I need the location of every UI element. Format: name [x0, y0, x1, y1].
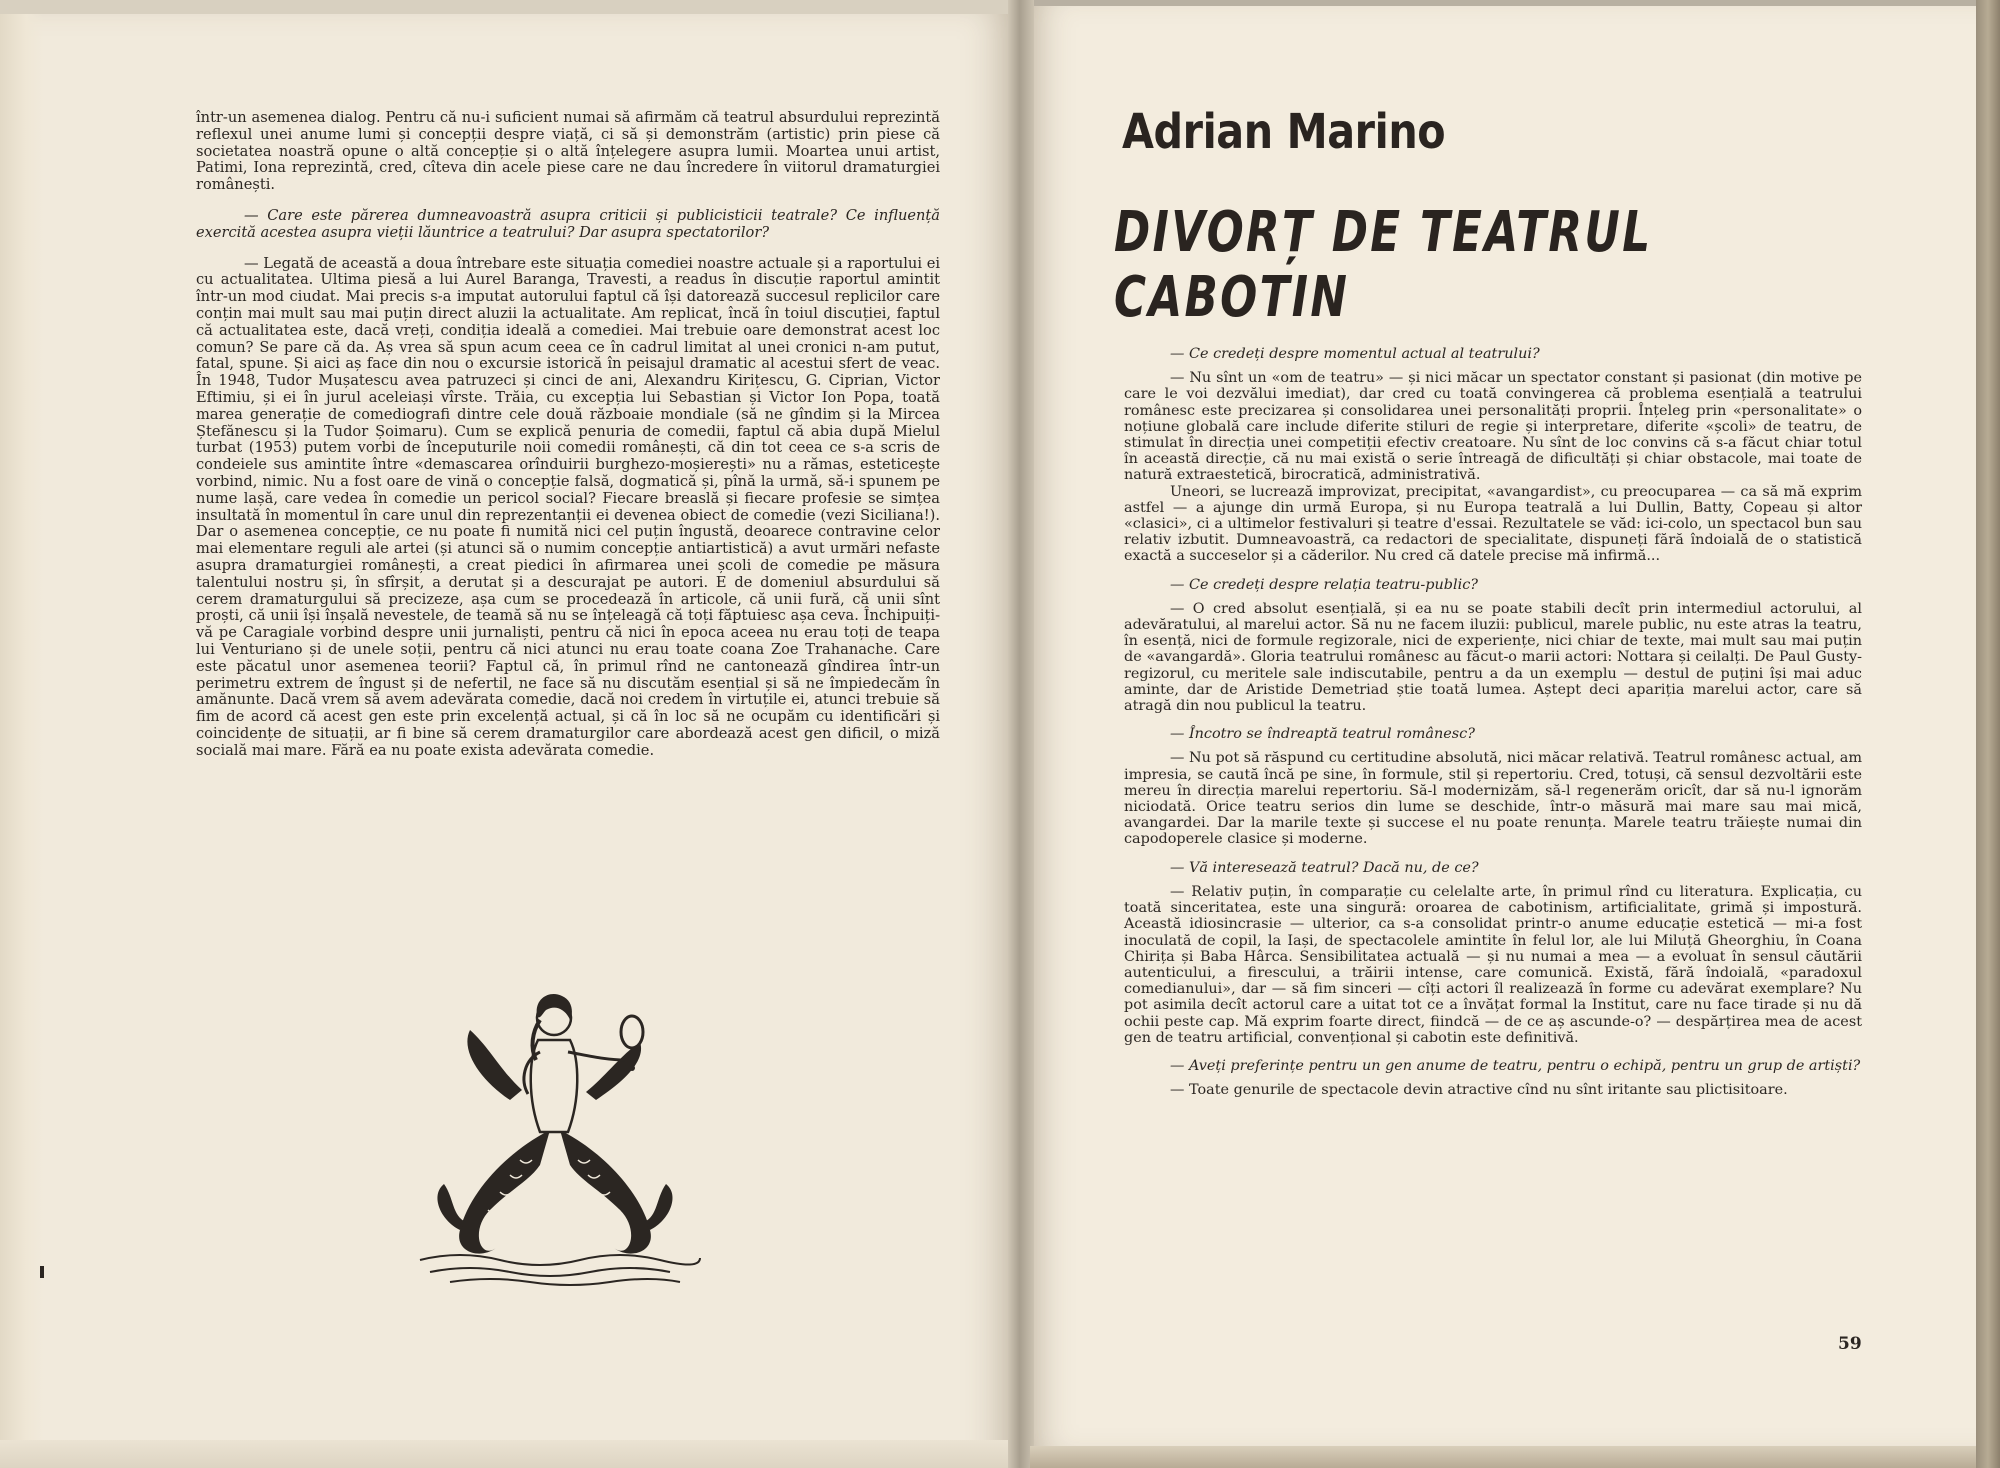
- mermaid-ornament-icon: [400, 960, 710, 1290]
- page-top-edge: [0, 0, 1012, 14]
- right-page-edge: [1976, 0, 2000, 1468]
- right-question-1: — Ce credeți despre momentul actual al teatrului?: [1170, 346, 1540, 362]
- right-question-4: — Vă interesează teatrul? Dacă nu, de ce?: [1170, 859, 1479, 876]
- left-question-1: — Care este părerea dumneavoastră asupra criticii și publicisticii teatrale? Ce influență exercită acestea asupra vieții lăuntrice a teatrului? Dar asupra spectatorilor?: [196, 206, 940, 241]
- right-paragraph-4: — Nu pot să răspund cu certitudine absolută, nici măcar relativă. Teatrul românesc actual, am impresia, se caută încă pe sine, în formule, stil și repertoriu. Cred, totuși, că sensul dezvoltării este mereu în direcția marelui repertoriu. Să-l modernizăm, să-l regenerăm oricît, dar să nu-l ignorăm niciodată. Orice teatru serios din lume se deschide, într-o măsură mai mare sau mai mică, avangardei. Dar la marile texte și succese el nu poate renunța. Marele teatru trăiește numai din capodoperele clasice și moderne.: [1124, 750, 1862, 848]
- left-paragraph-2: — Legată de această a doua întrebare este situația comediei noastre actuale și a raportului ei cu actualitatea. Ultima piesă a lui Aurel Baranga, Travesti, a readus în discuție raportul amintit într-un mod ciudat. Mai precis s-a imputat autorului faptul că își datorează succesul replicilor care conțin mai mult sau mai puțin direct aluzii la actualitate. Am replicat, încă în toiul discuției, faptul că actualitatea este, dacă vreți, condiția ideală a comediei. Mai trebuie oare demonstrat acest loc comun? Se pare că da. Aș vrea să spun acum ceea ce în cadrul limitat al unei cronici n-am putut, fatal, spune. Și aici aș face din nou o excursie istorică în peisajul dramatic al acestui sfert de veac. În 1948, Tudor Mușatescu avea patruzeci și cinci de ani, Alexandru Kirițescu, G. Ciprian, Victor Eftimiu, și ei în jurul aceleiași vîrste. Trăia, cu excepția lui Sebastian și Victor Ion Popa, toată marea generație de comediografi dintre cele două războaie mondiale (să ne gîndim și la Mircea Ștefănescu și la Tudor Șoimaru). Cum se explică penuria de comedii, faptul că abia după Mielul turbat (1953) putem vorbi de începuturile noii comedii românești, că din tot ceea ce s-a scris de condeiele sus amintite între «demascarea orînduirii burghezo-moșierești» nu a rămas, esteticește vorbind, nimic. Nu a fost oare de vină o concepție falsă, dogmatică și, pînă la urmă, să-i spunem pe nume lașă, care vedea în comedie un pericol social? Fiecare breaslă și fiecare profesie se simțea insultată în momentul în care unul din reprezentanții ei devenea obiect de comedie (vezi Siciliana!). Dar o asemenea concepție, ce nu poate fi numită nici cel puțin îngustă, deoarece contravine celor mai elementare reguli ale artei (și atunci să o numim concepție antiartistică) a avut urmări nefaste asupra dramaturgiei românești, a creat piedici în afirmarea unei școli de comedie pe măsura talentului nostru și, în sfîrșit, a derutat și a descurajat pe autori. E de domeniul absurdului să cerem dramaturgului să precizeze, așa cum se procedează în articole, că unii fură, că unii sînt proști, că unii își înșală nevestele, de teamă să nu se înțeleagă că toți făptuiesc așa ceva. Închipuiți-vă pe Caragiale vorbind despre unii jurnaliști, pentru că nici în epoca aceea nu erau toți de teapa lui Venturiano și de unele soții, pentru că nici atunci nu erau toate coana Zoe Trahanache. Care este păcatul unor asemenea teorii? Faptul că, în primul rînd ne cantonează gîndirea într-un perimetru extrem de îngust și de nefertil, ne face să nu discutăm esențial și să ne împiedecăm în amănunte. Dacă vrem să avem adevărata comedie, dacă noi credem în virtuțile ei, atunci trebuie să fim de acord că acest gen este prin excelență actual, și că în loc să ne ocupăm cu identificări și coincidențe de situații, ar fi bine să cerem dramaturgilor care abordează acest gen dificil, o miză socială mai mare. Fără ea nu poate exista adevărata comedie.: [196, 254, 940, 759]
- book-gutter: [1008, 0, 1034, 1468]
- right-page-bottom: [1030, 1446, 1976, 1468]
- right-question-3: — Încotro se îndreaptă teatrul românesc?: [1170, 726, 1475, 743]
- right-paragraph-1: — Nu sînt un «om de teatru» — și nici măcar un spectator constant și pasionat (din motive pe care le voi dezvălui imediat), dar cred cu toată convingerea că problema esențială a teatrului românesc este precizarea și consolidarea unei personalități proprii. Înțeleg prin «personalitate» o noțiune globală care include diferite stiluri de regie și interpretare, diferite «școli» de teatru, de stimulat în direcția unei competiții efectiv creatoare. Nu sînt de loc convins că s-a făcut chiar totul în această direcție, că nu mai există o serie întreagă de dificultăți și chiar obstacole, mai toate de natură extraestetică, birocratică, administrativă.: [1124, 370, 1862, 484]
- right-column-text: [1124, 334, 1862, 1098]
- right-paragraph-3: — O cred absolut esențială, și ea nu se poate stabili decît prin intermediul actorului, al adevăratului, al marelui actor. Să nu ne facem iluzii: publicul, marele public, nu este atras la teatru, în esență, nici de formule regizorale, nici de experiențe, nici chiar de texte, mai mult sau mai puțin de «avangardă». Gloria teatrului românesc au făcut-o marii actori: Nottara și ceilalți. De Paul Gusty-regizorul, cu meritele sale indiscutabile, pentru a da un exemplu — destul de puțini își mai aduc aminte, dar de Aristide Demetriad știe toată lumea. Aștept deci apariția marelui actor, care să atragă din nou publicul la teatru.: [1124, 600, 1862, 715]
- margin-mark: [40, 1266, 44, 1278]
- left-column-text: [196, 110, 940, 759]
- right-paragraph-5: — Relativ puțin, în comparație cu celelalte arte, în primul rînd cu literatura. Explicația, cu toată sinceritatea, este una singură: oroarea de cabotinism, artificialitate, grimă și impostură. Această idiosincrasie — ulterior, ca s-a consolidat printr-o anume educație estetică — mi-a fost inoculată de copil, la Iași, de spectacolele amintite în felul lor, ale lui Miluță Gheorghiu, în Coana Chirița și Baba Hârca. Sensibilitatea actuală — și nu numai a mea — a evoluat în sensul căutării autenticului, a firescului, a trăirii intense, care comunică. Există, fără îndoială, «paradoxul comedianului», dar — să fim sinceri — cîți actori îl realizează în forme cu adevărat exemplare? Nu pot asimila decît actorul care a uitat tot ce a învățat formal la Institut, care nu face tirade și nu dă ochii peste cap. Mă exprim foarte direct, fiindcă — de ce aș ascunde-o? — despărțirea mea de acest gen de teatru artificial, convențional și cabotin este definitivă.: [1124, 883, 1862, 1046]
- left-page-bottom: [0, 1440, 1012, 1468]
- author-name: Adrian Marino: [1122, 104, 1446, 160]
- right-question-5: — Aveți preferințe pentru un gen anume de teatru, pentru o echipă, pentru un grup de artiști?: [1170, 1057, 1861, 1074]
- article-title: DIVORȚ DE TEATRUL CABOTIN: [1114, 200, 1653, 330]
- right-paragraph-6: — Toate genurile de spectacole devin atractive cînd nu sînt iritante sau plictisitoare.: [1170, 1082, 1788, 1099]
- right-question-2: — Ce credeți despre relația teatru-public?: [1170, 576, 1478, 593]
- right-paragraph-2: Uneori, se lucrează improvizat, precipitat, «avangardist», cu preocuparea — ca să mă exprim astfel — a ajunge din urmă Europa, și nu Europa teatrală a lui Dullin, Batty, Copeau și altor «clasici», ci a ultimelor festivaluri și teatre d'essai. Rezultatele se văd: ici-colo, un spectacol bun sau relativ izbutit. Dumneavoastră, ca redactori de specialitate, dispuneți fără îndoială de o statistică exactă a succeselor și a căderilor. Nu cred că datele precise mă infirmă...: [1124, 483, 1862, 565]
- page-number: 59: [1838, 1334, 1862, 1354]
- left-paragraph-1: într-un asemenea dialog. Pentru că nu-i suficient numai să afirmăm că teatrul absurdului reprezintă reflexul unei anume lumi și concepții despre viață, ci să și demonstrăm (artistic) prin piese că societatea noastră opune o altă concepție și o altă înțelegere asupra lumii. Moartea unui artist, Patimi, Iona reprezintă, cred, cîteva din acele piese care ne dau încredere în viitorul dramaturgiei românești.: [196, 109, 940, 194]
- left-page-edge: [0, 14, 44, 1468]
